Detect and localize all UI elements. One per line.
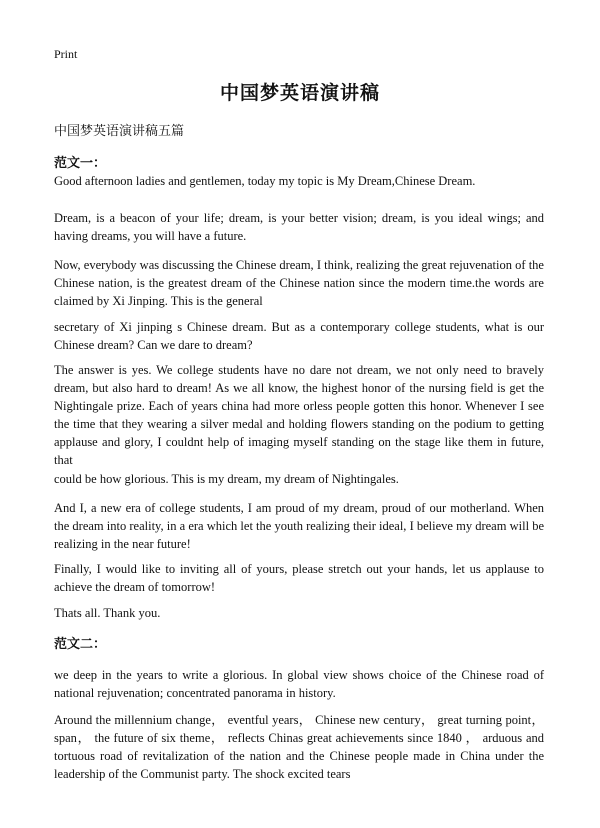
section-1-heading: 范文一： <box>54 156 107 171</box>
paragraph: could be how glorious. This is my dream, my dream of Nightingales. <box>54 472 399 486</box>
print-link[interactable]: Print <box>54 47 78 61</box>
paragraph: Now, everybody was discussing the Chinese dream, I think, realizing the great rejuvenation of the Chinese nation, is the greatest dream of the Chinese nation since the modern time.the words are claimed by Xi Jinping. This is the general <box>54 258 544 308</box>
paragraph: Finally, I would like to inviting all of yours, please stretch out your hands, let us applause to achieve the dream of tomorrow! <box>54 562 544 594</box>
paragraph: Thats all. Thank you. <box>54 606 161 620</box>
paragraph: And I, a new era of college students, I am proud of my dream, proud of our motherland. When the dream into reality, in a era which let the youth realizing their ideal, I believe my dream will be realizing in the near future! <box>54 501 544 551</box>
section-2-heading: 范文二： <box>54 637 107 652</box>
paragraph: The answer is yes. We college students have no dare not dream, we not only need to bravely dream, but also hard to dream! As we all know, the highest honor of the nursing field is get the Nightingale prize. Each of years china had more orless people gotten this honor. Whenever I see the time that they wearing a silver medal and holding flowers standing on the podium to getting applause and glory, I couldnt help of imaging myself standing on the stage like them in future, that <box>54 363 544 467</box>
document-title: 中国梦英语演讲稿 <box>219 82 380 104</box>
paragraph: secretary of Xi jinping s Chinese dream. But as a contemporary college students, what is our Chinese dream? Can we dare to dream? <box>54 320 544 352</box>
document-subtitle: 中国梦英语演讲稿五篇 <box>54 124 185 139</box>
paragraph: Dream, is a beacon of your life; dream, is your better vision; dream, is you ideal wings; and having dreams, you will have a future. <box>54 211 544 243</box>
paragraph: Around the millennium change， eventful years， Chinese new century， great turning point， span， the future of six theme， reflects Chinas great achievements since 1840 ， arduous and tortuous road of revitalization of the nation and the Chinese people made in China under the leadership of the Communist party. The shock excited tears <box>54 713 544 781</box>
paragraph: we deep in the years to write a glorious. In global view shows choice of the Chinese road of national rejuvenation; concentrated panorama in history. <box>54 668 544 700</box>
paragraph: Good afternoon ladies and gentlemen, today my topic is My Dream,Chinese Dream. <box>54 174 476 188</box>
